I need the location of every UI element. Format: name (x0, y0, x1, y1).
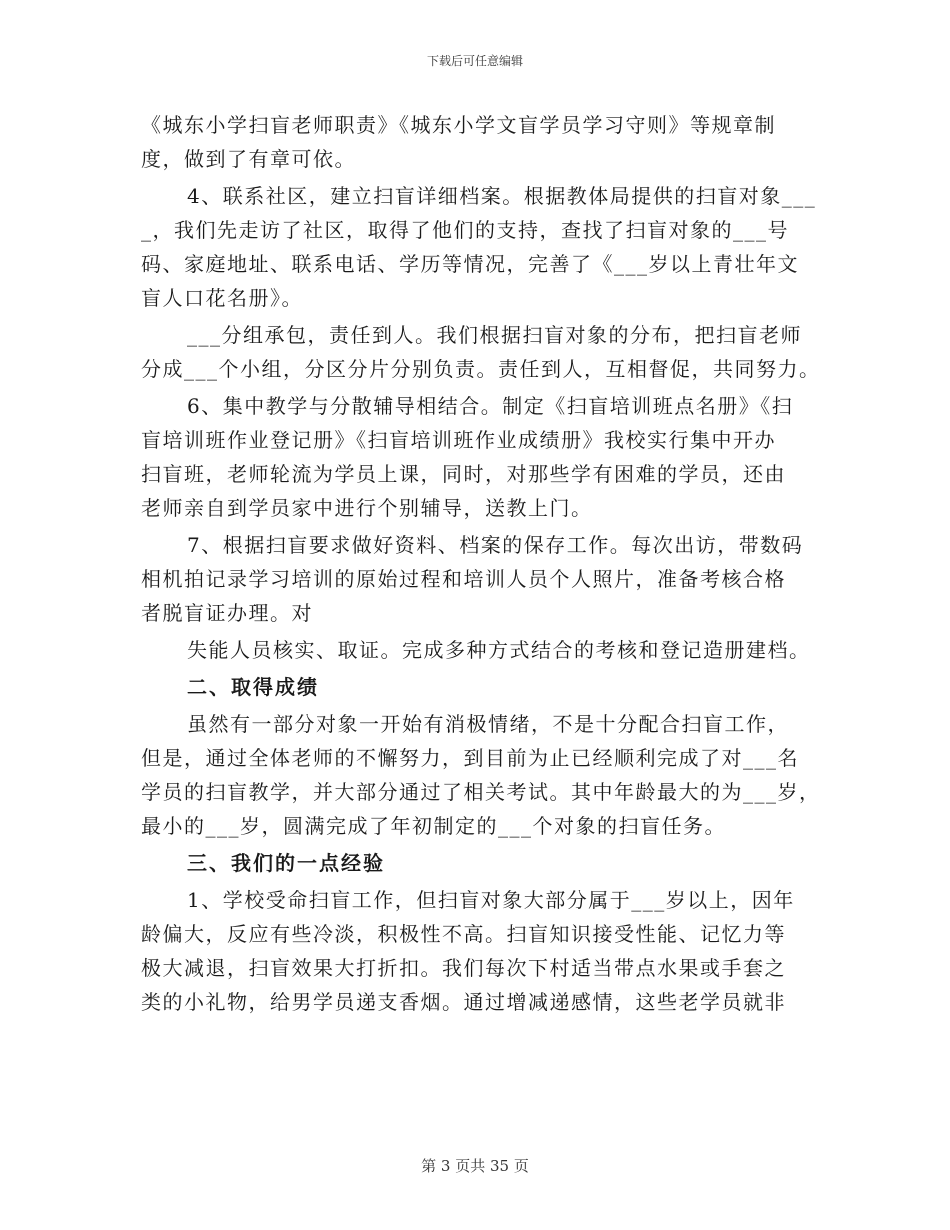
text-line: _，我们先走访了社区，取得了他们的支持，查找了扫盲对象的___号 (141, 218, 789, 242)
section-heading-experience: 三、我们的一点经验 (187, 851, 385, 875)
text-line: 度，做到了有章可依。 (141, 147, 356, 171)
text-line: 码、家庭地址、联系电话、学历等情况，完善了《___岁以上青壮年文 (141, 252, 799, 276)
document-body (141, 108, 821, 1019)
section-heading-achievements: 二、取得成绩 (187, 675, 319, 699)
text-line: 相机拍记录学习培训的原始过程和培训人员个人照片，准备考核合格 (141, 567, 786, 591)
page-header: 下载后可任意编辑 (426, 54, 523, 68)
text-line: 分成___个小组，分区分片分别负责。责任到人，互相督促，共同努力。 (141, 357, 821, 381)
paragraph-achievements-line: 虽然有一部分对象一开始有消极情绪，不是十分配合扫盲工作， (187, 712, 789, 736)
text-line: 盲人口花名册》。 (141, 286, 303, 310)
text-line: 失能人员核实、取证。完成多种方式结合的考核和登记造册建档。 (187, 638, 811, 662)
text-line: 盲培训班作业登记册》《扫盲培训班作业成绩册》我校实行集中开办 (141, 428, 776, 452)
paragraph-5-line: ___分组承包，责任到人。我们根据扫盲对象的分布，把扫盲老师 (187, 323, 802, 347)
text-line: 龄偏大，反应有些冷淡，积极性不高。扫盲知识接受性能、记忆力等 (141, 922, 786, 946)
text-line: 学员的扫盲教学，并大部分通过了相关考试。其中年龄最大的为___岁， (141, 780, 821, 804)
text-line: 极大减退，扫盲效果大打折扣。我们每次下村适当带点水果或手套之 (141, 956, 786, 980)
text-line: 扫盲班，老师轮流为学员上课，同时，对那些学有困难的学员，还由 (141, 462, 786, 486)
page-footer: 第 3 页共 35 页 (421, 1157, 529, 1175)
paragraph-6-line: 6、集中教学与分散辅导相结合。制定《扫盲培训班点名册》《扫 (187, 394, 794, 418)
paragraph-4-line: 4、联系社区，建立扫盲详细档案。根据教体局提供的扫盲对象___ (187, 184, 817, 208)
paragraph-experience-line: 1、学校受命扫盲工作，但扫盲对象大部分属于___岁以上，因年 (187, 888, 795, 912)
paragraph-7-line: 7、根据扫盲要求做好资料、档案的保存工作。每次出访，带数码 (187, 533, 804, 557)
text-line: 《城东小学扫盲老师职责》《城东小学文盲学员学习守则》等规章制 (141, 113, 776, 137)
text-line: 最小的___岁，圆满完成了年初制定的___个对象的扫盲任务。 (141, 814, 726, 838)
text-line: 者脱盲证办理。对 (141, 601, 313, 625)
text-line: 但是，通过全体老师的不懈努力，到目前为止已经顺利完成了对___名 (141, 746, 799, 770)
text-line: 老师亲自到学员家中进行个别辅导，送教上门。 (141, 496, 593, 520)
text-line: 类的小礼物，给男学员递支香烟。通过增减递感情，这些老学员就非 (141, 990, 786, 1014)
